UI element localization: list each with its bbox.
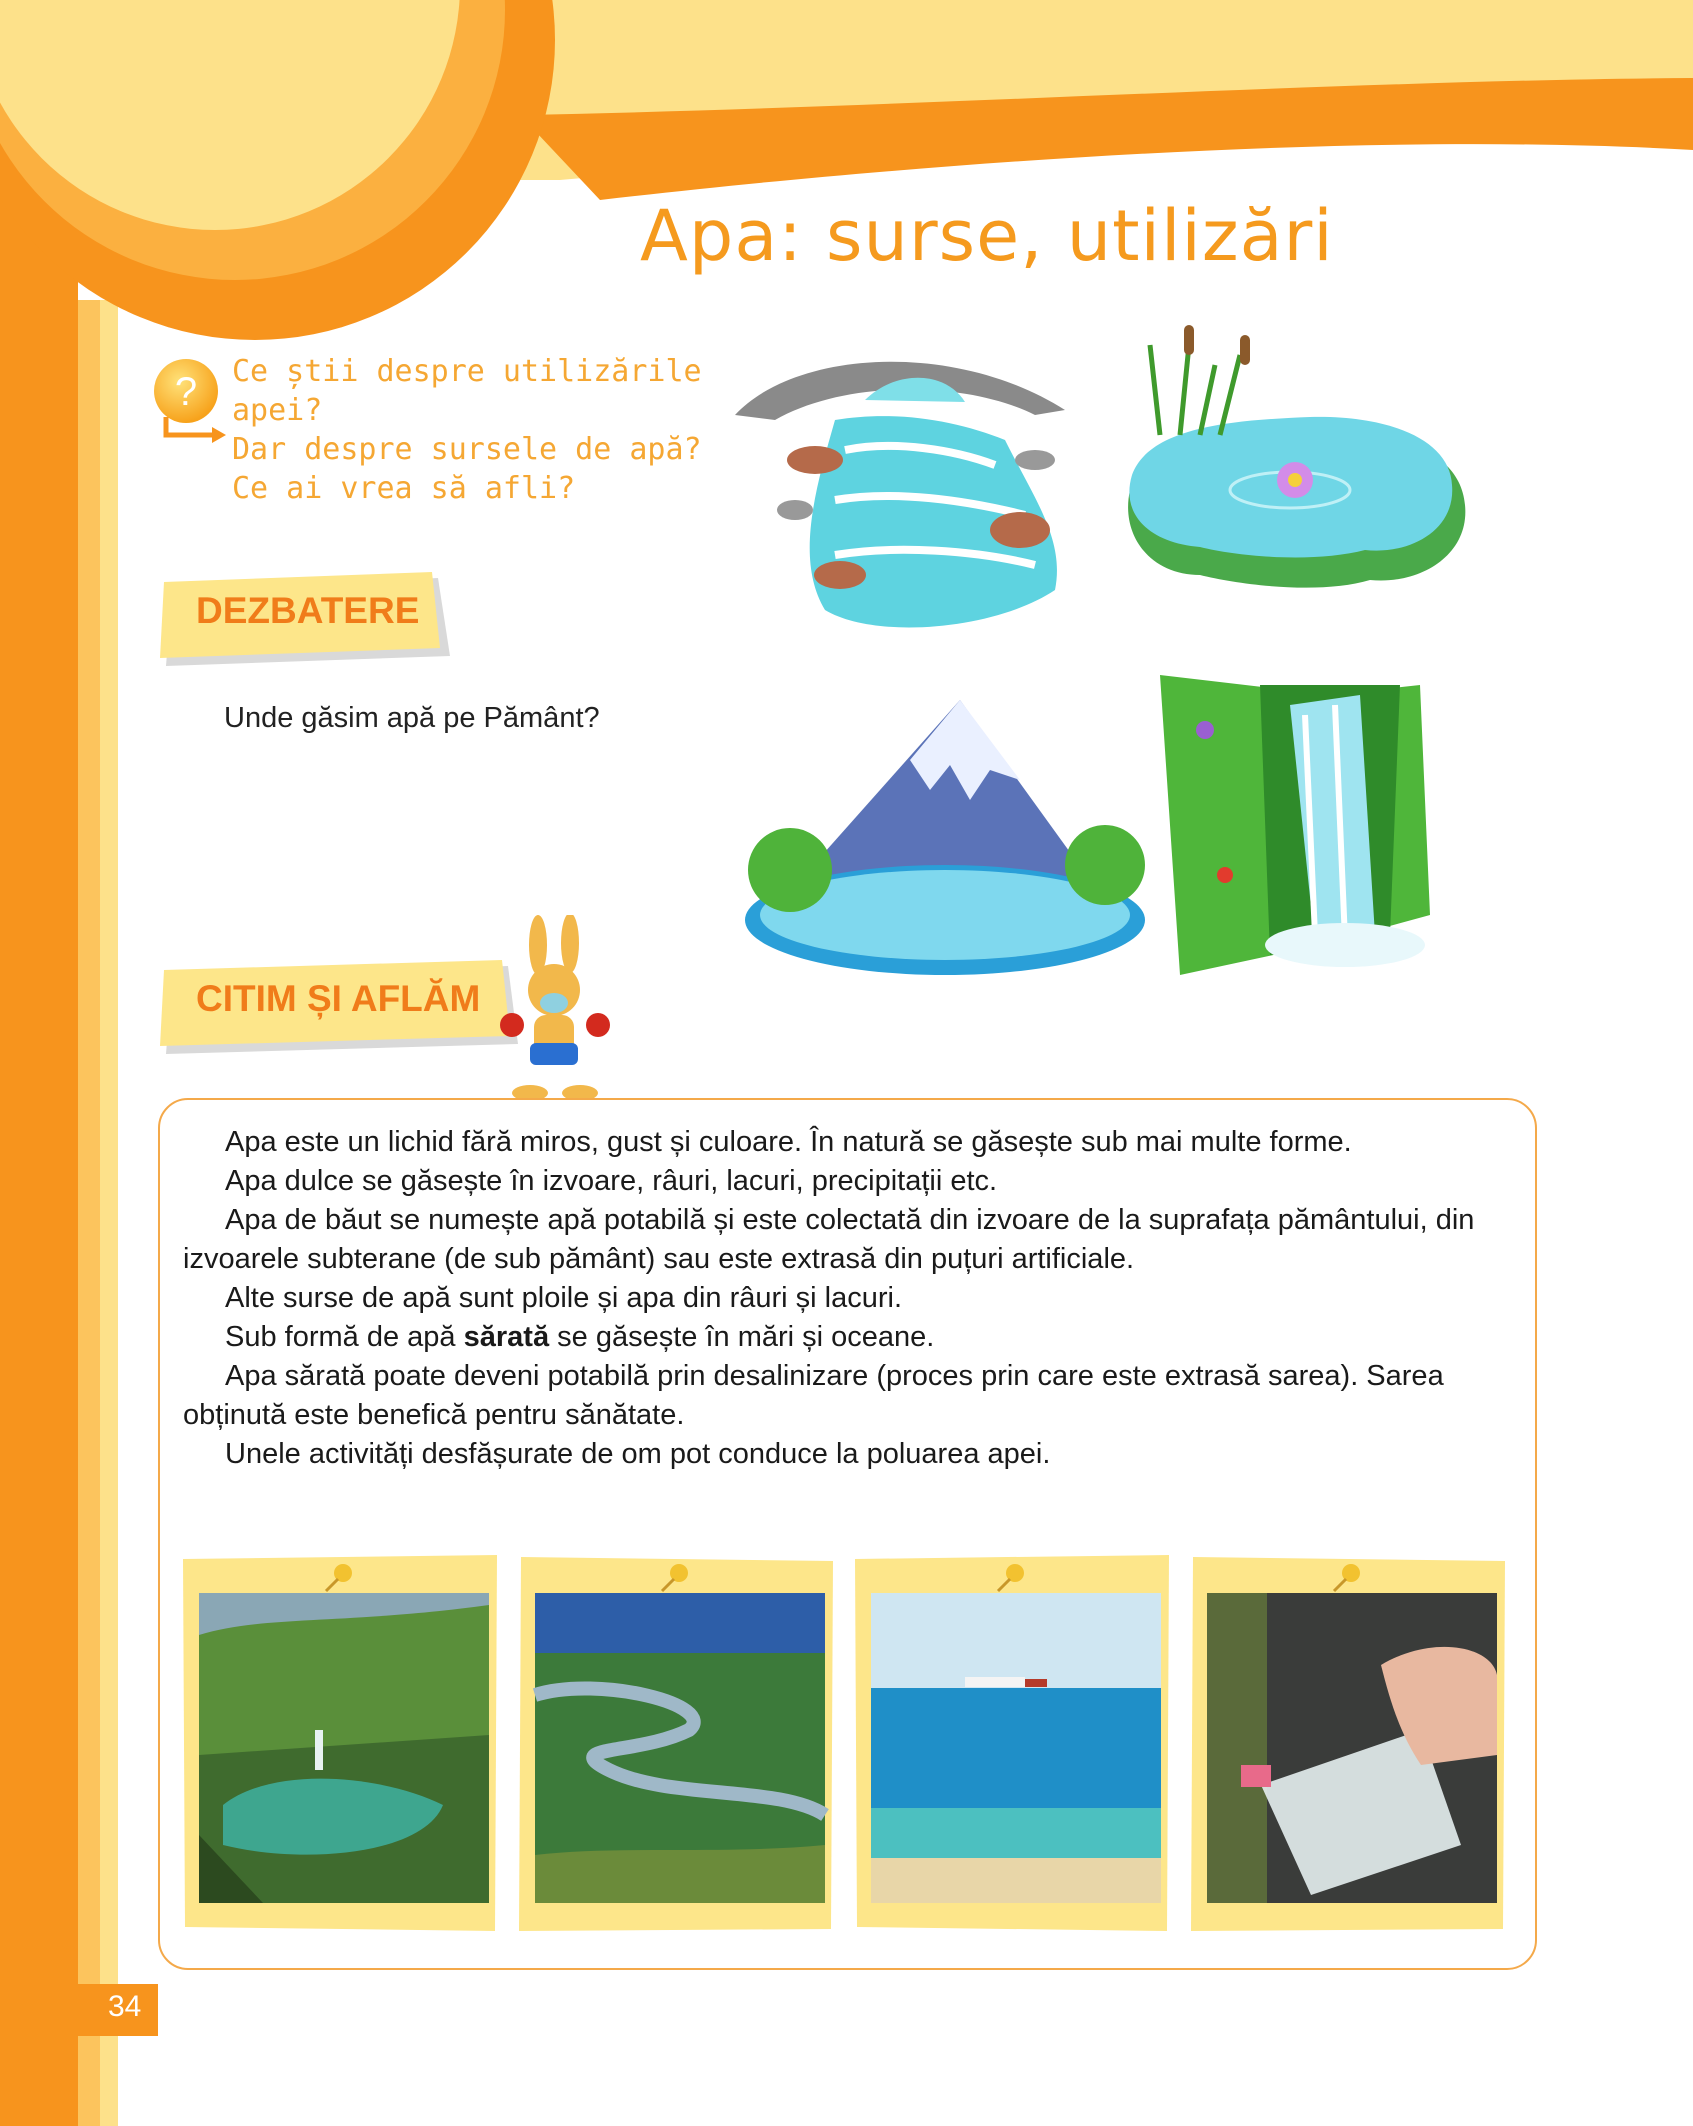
mountain-lake-illustration <box>730 680 1155 980</box>
river-bridge-illustration <box>735 340 1075 640</box>
reading-text <box>183 1123 1523 1474</box>
reading-tag <box>160 960 520 1054</box>
intro-questions <box>232 352 702 508</box>
reading-p5-before: Sub formă de apă <box>225 1321 464 1353</box>
photo-lake <box>183 1555 497 1931</box>
reading-paragraph-4: Alte surse de apă sunt ploile și apa din râuri și lacuri. <box>225 1282 903 1314</box>
reading-paragraph-6: Apa sărată poate deveni potabilă prin desalinizare (proces prin care este extrasă sarea). Sarea obținută este benefică pentru sănătate. <box>183 1360 1444 1431</box>
reading-paragraph-1: Apa este un lichid fără miros, gust și culoare. În natură se găsește sub mai multe forme. <box>225 1126 1352 1158</box>
debate-label: DEZBATERE <box>196 590 420 631</box>
question-line-2: apei? <box>232 393 323 428</box>
reading-paragraph-5 <box>183 1318 1523 1357</box>
reading-paragraph-2: Apa dulce se găsește în izvoare, râuri, lacuri, precipitații etc. <box>225 1165 998 1197</box>
reading-paragraph-7: Unele activități desfășurate de om pot conduce la poluarea apei. <box>225 1438 1051 1470</box>
question-line-1: Ce știi despre utilizările <box>232 354 702 389</box>
debate-tag <box>160 572 450 666</box>
reading-p5-after: se găsește în mări și oceane. <box>549 1321 935 1353</box>
waterfall-illustration <box>1140 655 1475 995</box>
bunny-mascot-icon <box>490 915 620 1105</box>
photo-river <box>519 1555 833 1931</box>
page-title: Apa: surse, utilizări <box>640 195 1334 277</box>
question-mark-icon <box>146 357 232 443</box>
question-line-4: Ce ai vrea să afli? <box>232 471 576 506</box>
reading-label: CITIM ȘI AFLĂM <box>196 978 481 1019</box>
reading-paragraph-3: Apa de băut se numește apă potabilă și este colectată din izvoare de la suprafața pământului, din izvoarele subterane (de sub pământ) sau este extrasă din puțuri artificiale. <box>183 1204 1475 1275</box>
question-line-3: Dar despre sursele de apă? <box>232 432 702 467</box>
photo-spring-bottle <box>1191 1555 1505 1931</box>
photo-sea <box>855 1555 1169 1931</box>
pond-illustration <box>1120 325 1470 615</box>
debate-prompt: Unde găsim apă pe Pământ? <box>224 702 600 734</box>
svg-text:?: ? <box>174 370 198 414</box>
reading-p5-bold: sărată <box>463 1321 550 1353</box>
page-number: 34 <box>108 1990 142 2023</box>
